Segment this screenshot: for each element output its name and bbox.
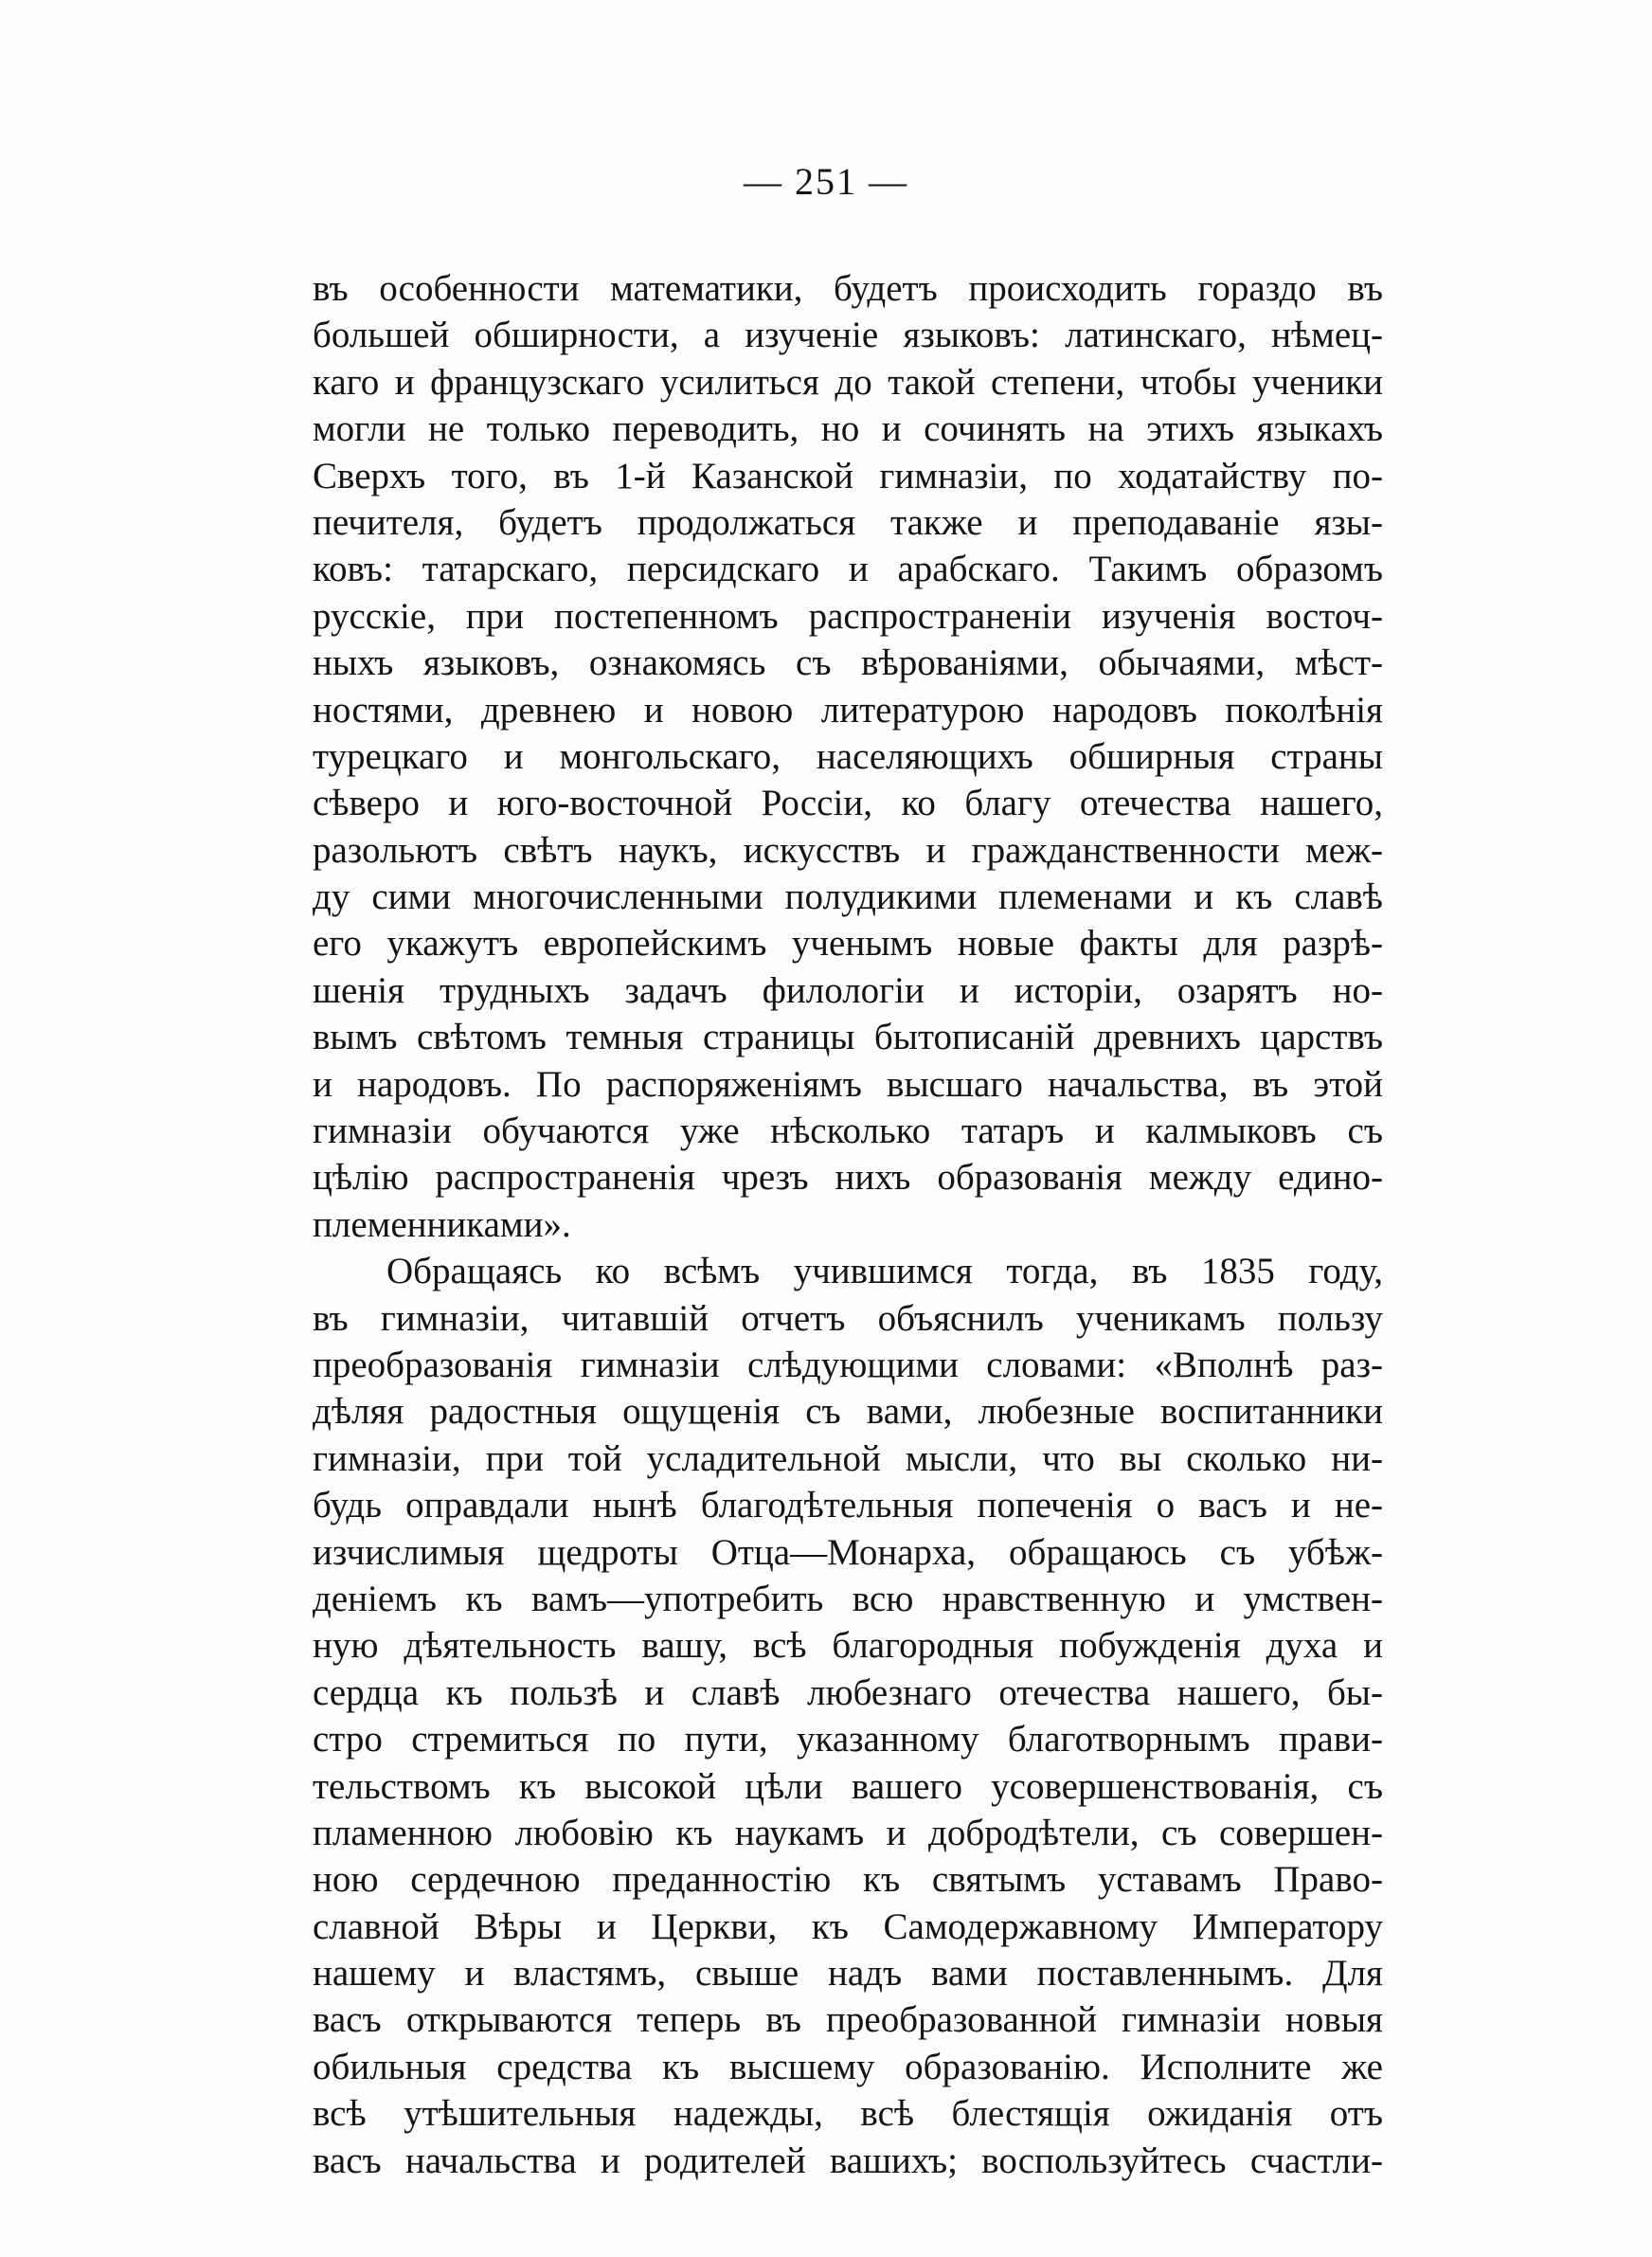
text-line: нашему и властямъ, свыше надъ вами поставленнымъ. Для xyxy=(313,1953,1383,1995)
text-line: ковъ: татарскаго, персидскаго и арабскаго. Такимъ образомъ xyxy=(313,549,1383,590)
text-line: его укажутъ европейскимъ ученымъ новые факты для разрѣ- xyxy=(313,923,1383,965)
text-line: обильныя средства къ высшему образованію. Исполните же xyxy=(313,2046,1383,2087)
text-line: и народовъ. По распоряженіямъ высшаго начальства, въ этой xyxy=(313,1063,1383,1105)
text-line: сердца къ пользѣ и славѣ любезнаго отечества нашего, бы- xyxy=(313,1671,1383,1713)
text-line: ду сими многочисленными полудикими племенами и къ славѣ xyxy=(313,876,1383,918)
text-line: тельствомъ къ высокой цѣли вашего усовершенствованія, съ xyxy=(313,1765,1383,1807)
text-line: ностями, древнею и новою литературою народовъ поколѣнія xyxy=(313,689,1383,731)
text-line: всѣ утѣшительныя надежды, всѣ блестящія ожиданія отъ xyxy=(313,2093,1383,2135)
text-line: вымъ свѣтомъ темныя страницы бытописаній древнихъ царствъ xyxy=(313,1017,1383,1058)
text-line: сѣверо и юго-восточной Россіи, ко благу отечества нашего, xyxy=(313,783,1383,824)
text-line: гимназіи обучаются уже нѣсколько татаръ и калмыковъ съ xyxy=(313,1110,1383,1152)
text-line: большей обширности, а изученіе языковъ: латинскаго, нѣмец- xyxy=(313,315,1383,356)
text-line: васъ открываются теперь въ преобразованной гимназіи новыя xyxy=(313,1999,1383,2041)
text-line: ныхъ языковъ, ознакомясь съ вѣрованіями, обычаями, мѣст- xyxy=(313,642,1383,684)
text-line: въ особенности математики, будетъ происходить гораздо въ xyxy=(313,268,1383,309)
text-line: въ гимназіи, читавшій отчетъ объяснилъ ученикамъ пользу xyxy=(313,1297,1383,1339)
text-line: гимназіи, при той усладительной мысли, что вы сколько ни- xyxy=(313,1437,1383,1479)
text-line: турецкаго и монгольскаго, населяющихъ обширныя страны xyxy=(313,735,1383,777)
text-line: шенія трудныхъ задачъ филологіи и исторіи, озарятъ но- xyxy=(313,969,1383,1011)
text-line: русскіе, при постепенномъ распространеніи изученія восточ- xyxy=(313,595,1383,637)
page-number: — 251 — xyxy=(744,160,908,203)
text-line: могли не только переводить, но и сочинять на этихъ языкахъ xyxy=(313,408,1383,450)
text-line: изчислимыя щедроты Отца—Монарха, обращаюсь съ убѣж- xyxy=(313,1531,1383,1573)
text-line: васъ начальства и родителей вашихъ; воспользуйтесь счастли- xyxy=(313,2140,1383,2181)
text-line: будь оправдали нынѣ благодѣтельныя попеченія о васъ и не- xyxy=(313,1485,1383,1526)
text-line: Сверхъ того, въ 1-й Казанской гимназіи, по ходатайству по- xyxy=(313,455,1383,497)
text-line: стро стремиться по пути, указанному благотворнымъ прави- xyxy=(313,1719,1383,1760)
text-line: печителя, будетъ продолжаться также и преподаваніе язы- xyxy=(313,501,1383,543)
text-line: пламенною любовію къ наукамъ и добродѣтели, съ совершен- xyxy=(313,1812,1383,1853)
text-line: славной Вѣры и Церкви, къ Самодержавному Императору xyxy=(313,1905,1383,1947)
text-line: цѣлію распространенія чрезъ нихъ образованія между едино- xyxy=(313,1157,1383,1199)
text-line: Обращаясь ко всѣмъ учившимся тогда, въ 1835 году, xyxy=(386,1251,1383,1292)
text-line: преобразованія гимназіи слѣдующими словами: «Вполнѣ раз- xyxy=(313,1344,1383,1385)
text-line: каго и французскаго усилиться до такой степени, чтобы ученики xyxy=(313,361,1383,403)
text-line: деніемъ къ вамъ—употребить всю нравственную и умствен- xyxy=(313,1578,1383,1619)
text-line: племенниками». xyxy=(313,1203,571,1245)
text-line: ною сердечною преданностію къ святымъ уставамъ Право- xyxy=(313,1859,1383,1901)
text-line: дѣляя радостныя ощущенія съ вами, любезные воспитанники xyxy=(313,1391,1383,1433)
text-line: разольютъ свѣтъ наукъ, искусствъ и гражданственности меж- xyxy=(313,829,1383,871)
body-text xyxy=(313,265,1383,2184)
text-line: ную дѣятельность вашу, всѣ благородныя побужденія духа и xyxy=(313,1625,1383,1667)
